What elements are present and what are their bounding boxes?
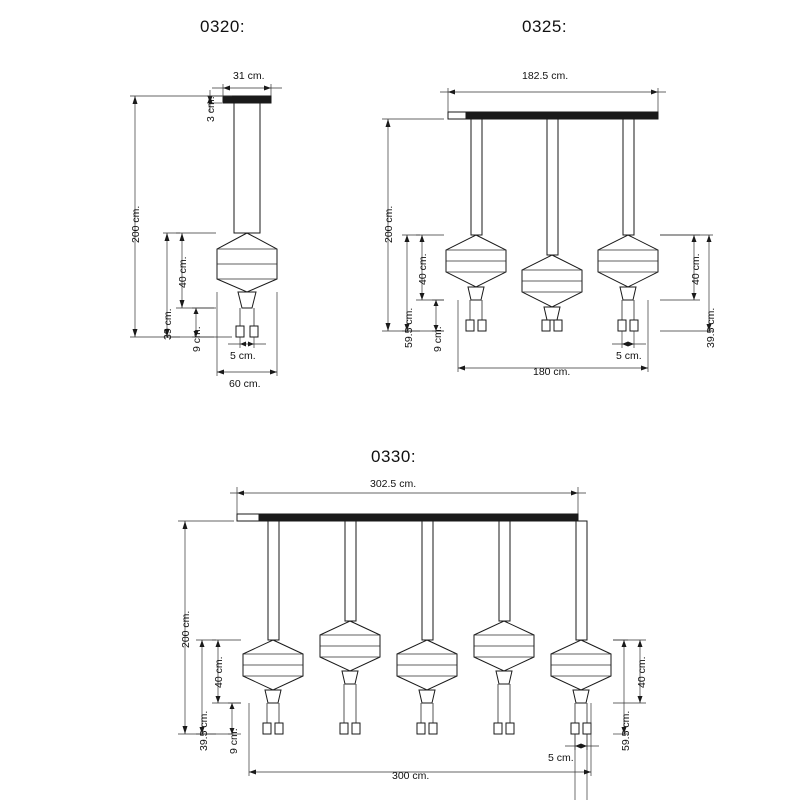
- dim-drop-height: 39 cm.: [162, 308, 174, 340]
- dim-shade-height-right: 40 cm.: [690, 253, 702, 285]
- dim-total-height: 200 cm.: [130, 205, 142, 243]
- panel-0325-drawing: [370, 0, 800, 420]
- panel-0330: [0, 430, 800, 800]
- dim-drop-height-left: 39.5 cm.: [198, 710, 210, 751]
- dim-shade-height: 40 cm.: [177, 256, 189, 288]
- dim-spread-width: 5 cm.: [548, 752, 574, 764]
- dim-overall-width: 60 cm.: [229, 378, 261, 390]
- dim-spread-width: 5 cm.: [230, 350, 256, 362]
- dim-shade-height-right: 40 cm.: [636, 656, 648, 688]
- dim-canopy-width: 31 cm.: [233, 70, 265, 82]
- dim-rail-width: 182.5 cm.: [522, 70, 569, 82]
- panel-0320: [0, 0, 400, 420]
- dim-rail-width: 302.5 cm.: [370, 478, 417, 490]
- dim-total-height: 200 cm.: [383, 205, 395, 243]
- dim-stem-height-left: 9 cm.: [432, 326, 444, 352]
- panel-0330-title: 0330:: [371, 447, 417, 466]
- dim-stem-height: 9 cm.: [191, 326, 203, 352]
- dim-stem-height-left: 9 cm.: [228, 728, 240, 754]
- dim-drop-height-right: 59.5 cm.: [620, 710, 632, 751]
- panel-0320-drawing: [0, 0, 400, 420]
- panel-0325: [370, 0, 800, 420]
- dim-drop-height-right: 39.5 cm.: [705, 307, 717, 348]
- dim-overall-width: 300 cm.: [392, 770, 430, 782]
- panel-0320-title: 0320:: [200, 17, 246, 36]
- dim-canopy-height: 3 cm.: [205, 96, 217, 122]
- dim-total-height: 200 cm.: [180, 610, 192, 648]
- panel-0325-title: 0325:: [522, 17, 568, 36]
- dim-drop-height-left: 59.5 cm.: [403, 307, 415, 348]
- dim-shade-height-left: 40 cm.: [417, 253, 429, 285]
- dim-spread-width: 5 cm.: [616, 350, 642, 362]
- dim-overall-width: 180 cm.: [533, 366, 571, 378]
- dim-shade-height-left: 40 cm.: [213, 656, 225, 688]
